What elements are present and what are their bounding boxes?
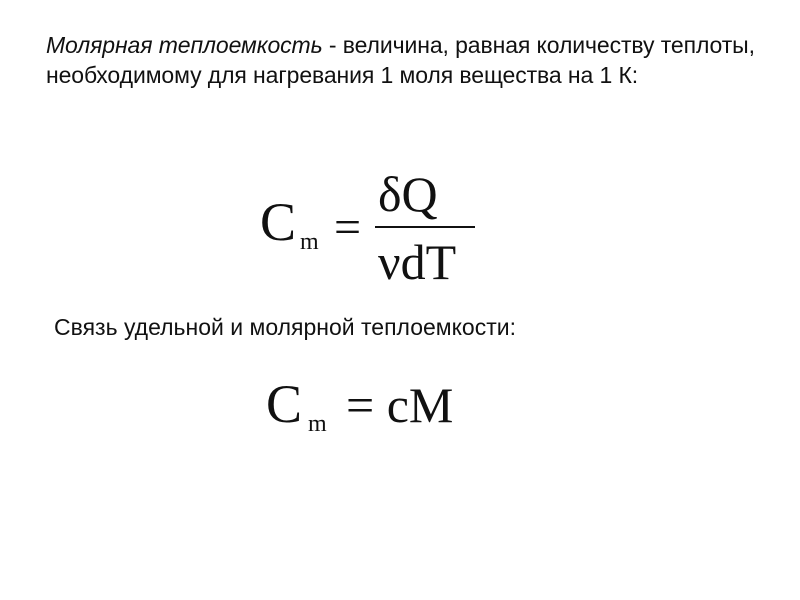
definition-term: Молярная теплоемкость: [46, 32, 323, 58]
fraction-bar: [375, 226, 475, 228]
formula1-equals: =: [334, 201, 362, 254]
formula1-symbol: C: [260, 192, 297, 252]
definition-paragraph: [46, 30, 756, 90]
molar-heat-capacity-formula: [250, 165, 490, 295]
definition-text: - величина, равная количеству теплоты, необходимому для нагревания 1 моля вещества на 1 К:: [46, 32, 755, 88]
formula2-symbol: C: [266, 374, 303, 434]
formula1-subscript: m: [300, 229, 319, 255]
formula2-subscript: m: [308, 411, 327, 437]
formula1-numerator: δQ: [378, 166, 438, 222]
formula1-denominator: νdT: [378, 234, 457, 290]
specific-molar-relation-formula: [260, 372, 500, 442]
relation-heading: Связь удельной и молярной теплоемкости:: [54, 314, 516, 340]
formula2-rhs: = cM: [346, 377, 454, 433]
